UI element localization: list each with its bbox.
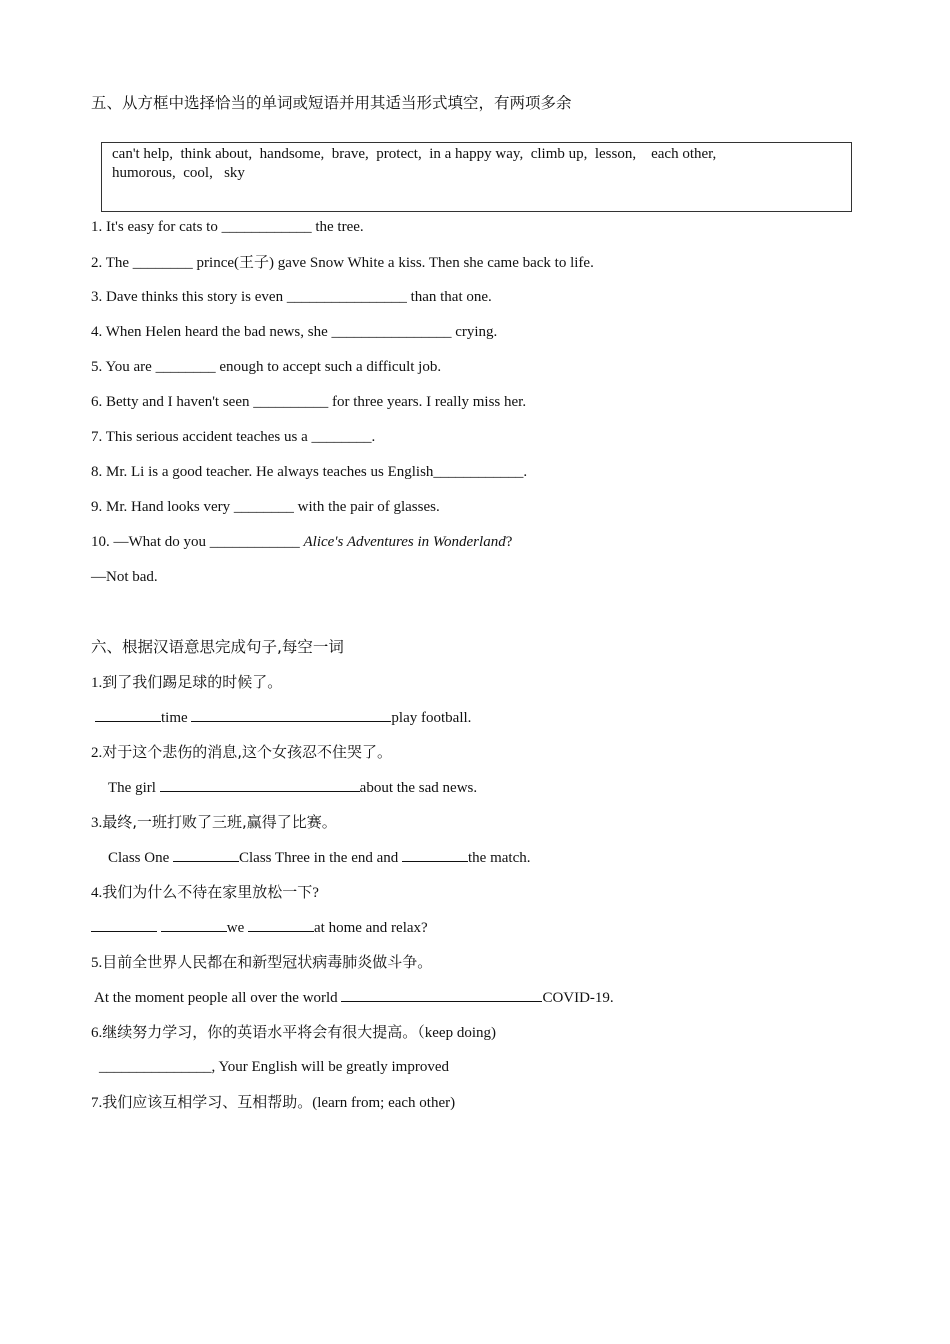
section-6-heading: 六、根据汉语意思完成句子,每空一词 — [91, 638, 344, 656]
sentence-6-answer: _______________, Your English will be greatly improved — [99, 1059, 449, 1075]
blank[interactable] — [173, 847, 239, 862]
sentence-7-prompt — [91, 1092, 455, 1113]
sentence-3-text-c: the match. — [468, 850, 531, 866]
word-box — [101, 142, 852, 212]
blank[interactable] — [341, 987, 542, 1002]
blank[interactable] — [161, 917, 227, 932]
question-10 — [91, 532, 512, 552]
sentence-6-number: 6. — [91, 1025, 103, 1041]
sentence-3-text-b: Class Three in the end and — [239, 850, 403, 866]
sentence-7-chinese: 我们应该互相学习、互相帮助。 — [102, 1093, 313, 1111]
sentence-2-answer — [108, 777, 477, 798]
sentence-4-answer — [91, 917, 428, 938]
sentence-4-text-b: at home and relax? — [314, 920, 428, 936]
sentence-5-prompt — [91, 952, 432, 973]
question-2-part-a: 2. The ________ prince( — [91, 255, 240, 271]
sentence-2-chinese: 对于这个悲伤的消息,这个女孩忍不住哭了。 — [102, 743, 393, 761]
sentence-6-prompt — [91, 1022, 496, 1043]
sentence-5-number: 5. — [91, 955, 103, 971]
blank[interactable] — [402, 847, 468, 862]
sentence-4-text-a: we — [226, 920, 248, 936]
sentence-6-chinese: 继续努力学习，你的英语水平将会有很大提高。（ — [102, 1023, 425, 1041]
question-2 — [91, 252, 594, 273]
sentence-3-text-a: Class One — [108, 850, 173, 866]
question-7: 7. This serious accident teaches us a ________. — [91, 429, 376, 445]
sentence-3-number: 3. — [91, 815, 103, 831]
sentence-2-text-a: The girl — [108, 780, 160, 796]
blank[interactable] — [248, 917, 314, 932]
question-3: 3. Dave thinks this story is even ________________ than that one. — [91, 289, 492, 305]
sentence-2-prompt — [91, 742, 392, 763]
blank[interactable] — [95, 707, 161, 722]
word-box-line-2: humorous, cool, sky — [112, 165, 245, 181]
question-4: 4. When Helen heard the bad news, she ________________ crying. — [91, 324, 498, 340]
question-10-part-a: 10. —What do you ____________ — [91, 534, 304, 550]
sentence-5-answer — [94, 987, 614, 1008]
blank[interactable] — [91, 917, 157, 932]
sentence-4-prompt — [91, 882, 319, 903]
sentence-1-number: 1. — [91, 675, 103, 691]
question-8: 8. Mr. Li is a good teacher. He always teaches us English____________. — [91, 464, 528, 480]
question-1: 1. It's easy for cats to ____________ the tree. — [91, 219, 364, 235]
sentence-1-text-b: play football. — [391, 710, 472, 726]
sentence-3-answer — [108, 847, 531, 868]
sentence-3-chinese: 最终,一班打败了三班,赢得了比赛。 — [102, 813, 337, 831]
sentence-4-number: 4. — [91, 885, 103, 901]
sentence-1-prompt — [91, 672, 282, 693]
question-10-part-c: ? — [505, 534, 513, 550]
question-2-part-c: ) gave Snow White a kiss. Then she came back to life. — [269, 255, 594, 271]
sentence-4-chinese: 我们为什么不待在家里放松一下 — [102, 883, 313, 901]
section-5-heading: 五、从方框中选择恰当的单词或短语并用其适当形式填空，有两项多余 — [91, 94, 572, 112]
sentence-6-hint: keep doing) — [424, 1025, 496, 1041]
sentence-1-answer — [95, 707, 471, 728]
sentence-5-text-b: COVID-19. — [542, 990, 614, 1006]
question-2-chinese: 王子 — [239, 253, 270, 271]
question-5: 5. You are ________ enough to accept such a difficult job. — [91, 359, 442, 375]
blank[interactable] — [160, 777, 360, 792]
question-9: 9. Mr. Hand looks very ________ with the pair of glasses. — [91, 499, 440, 515]
sentence-2-number: 2. — [91, 745, 103, 761]
sentence-5-chinese: 目前全世界人民都在和新型冠状病毒肺炎做斗争。 — [102, 953, 433, 971]
sentence-4-question-mark: ? — [312, 885, 319, 901]
sentence-1-text-a: time — [161, 710, 188, 726]
sentence-7-hint: (learn from; each other) — [312, 1095, 456, 1111]
sentence-3-prompt — [91, 812, 337, 833]
sentence-2-text-b: about the sad news. — [359, 780, 478, 796]
question-10-answer: —Not bad. — [91, 569, 158, 585]
blank[interactable] — [191, 707, 391, 722]
sentence-5-text-a: At the moment people all over the world — [94, 990, 342, 1006]
sentence-1-chinese: 到了我们踢足球的时候了。 — [102, 673, 283, 691]
sentence-7-number: 7. — [91, 1095, 103, 1111]
question-10-book-title: Alice's Adventures in Wonderland — [303, 534, 506, 550]
question-6: 6. Betty and I haven't seen __________ for three years. I really miss her. — [91, 394, 527, 410]
word-box-line-1: can't help, think about, handsome, brave, protect, in a happy way, climb up, lesson, each other, — [112, 146, 717, 162]
